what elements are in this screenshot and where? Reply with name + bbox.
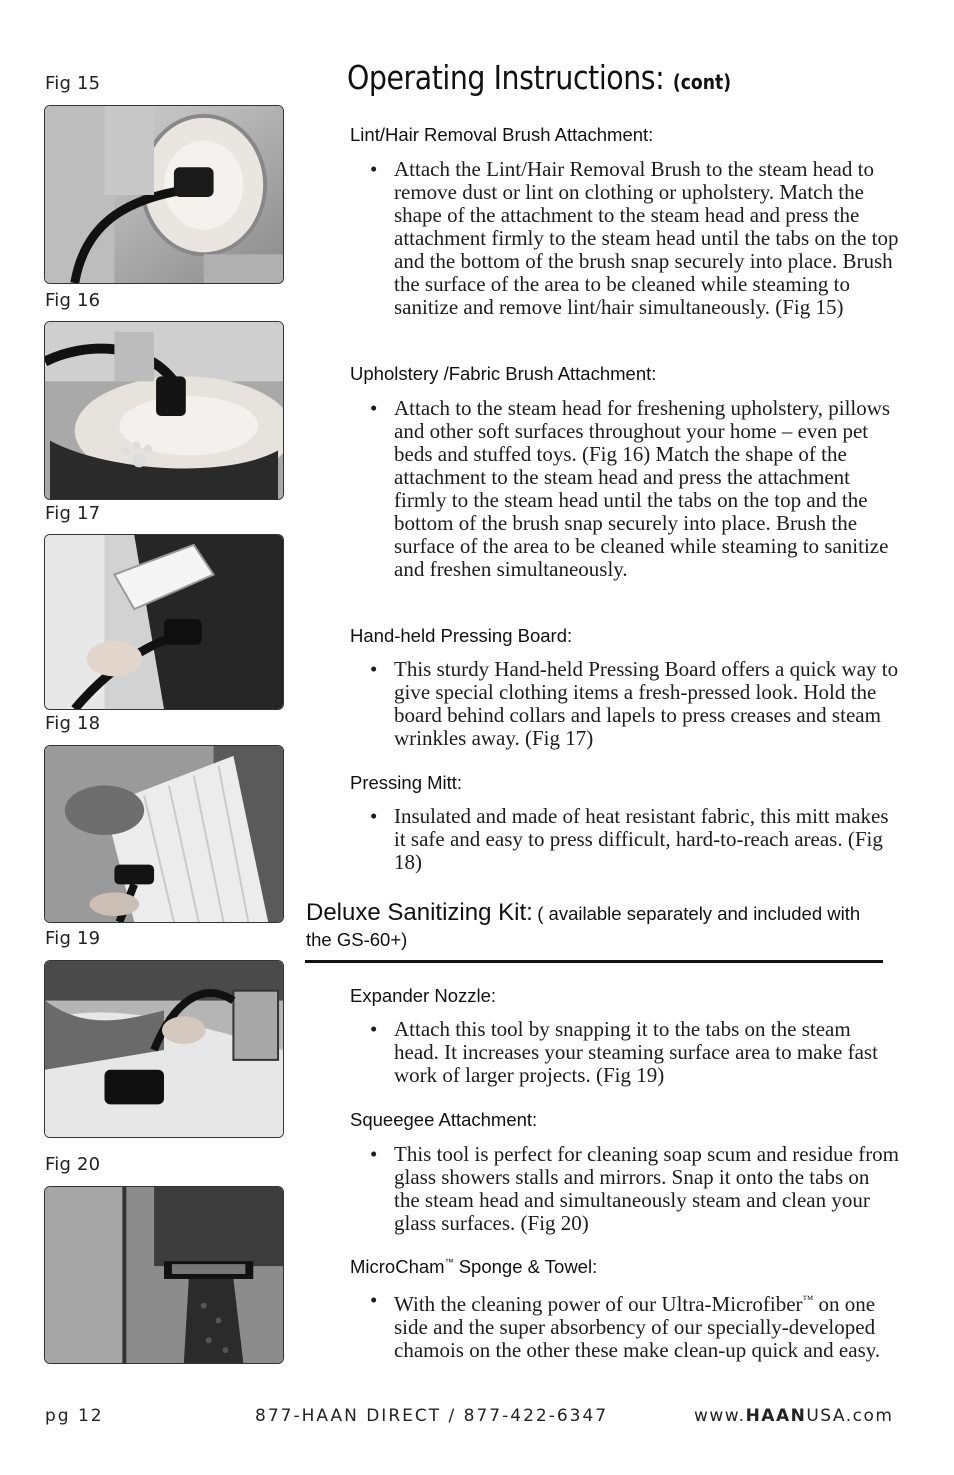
bullet-text	[394, 1289, 900, 1362]
bullet-text-part: With the cleaning power of our Ultra-Microfiber	[394, 1292, 803, 1316]
fig-15-photo	[44, 105, 284, 284]
section-heading-expander-nozzle: Expander Nozzle:	[350, 985, 497, 1006]
phone-number: 877-HAAN DIRECT / 877-422-6347	[255, 1406, 609, 1426]
fig-17-photo	[44, 534, 284, 710]
bullet-squeegee	[370, 1143, 900, 1235]
bullet-dot: •	[370, 1142, 378, 1166]
bullet-upholstery-brush	[370, 397, 900, 581]
bullet-dot: •	[370, 157, 378, 181]
fig-20-photo	[44, 1186, 284, 1364]
heading-text: MicroCham	[350, 1256, 445, 1277]
website-suffix: USA.com	[806, 1406, 894, 1426]
website-brand: HAAN	[745, 1406, 807, 1426]
fig-19-label: Fig 19	[45, 928, 101, 949]
bullet-dot: •	[370, 1288, 378, 1312]
section-heading-pressing-mitt: Pressing Mitt:	[350, 772, 463, 793]
title-suffix: (cont)	[672, 70, 732, 94]
title-main: Operating Instructions:	[347, 58, 665, 97]
bullet-text: This tool is perfect for cleaning soap scum and residue from glass showers stalls and mirrors. Snap it onto the tabs on the steam head and simultaneously steam and clean your glass surfaces. (Fig 20)	[394, 1142, 900, 1235]
section-heading-upholstery-brush: Upholstery /Fabric Brush Attachment:	[350, 363, 657, 384]
website-prefix: www.	[694, 1406, 746, 1426]
kit-heading	[306, 901, 886, 954]
fig-16-photo	[44, 321, 284, 500]
trademark: ™	[802, 1294, 814, 1306]
bullet-dot: •	[370, 657, 378, 681]
bullet-microcham	[370, 1289, 900, 1362]
fig-16-label: Fig 16	[45, 290, 101, 311]
section-heading-microcham	[350, 1256, 597, 1278]
fig-19-photo	[44, 960, 284, 1138]
website	[694, 1406, 893, 1426]
bullet-text: Insulated and made of heat resistant fabric, this mitt makes it safe and easy to press difficult, hard-to-reach areas. (Fig 18)	[394, 804, 889, 874]
bullet-pressing-mitt	[370, 805, 900, 874]
fig-18-photo	[44, 745, 284, 923]
trademark: ™	[444, 1257, 454, 1267]
bullet-dot: •	[370, 1017, 378, 1041]
bullet-pressing-board	[370, 658, 900, 750]
bullet-text: Attach the Lint/Hair Removal Brush to the steam head to remove dust or lint on clothing or upholstery. Match the shape of the attachment to the steam head and press the attachment firmly to the steam head until the tabs on the top and the bottom of the brush snap securely into place. Brush the surface of the area to be cleaned while steaming to sanitize and remove lint/hair simultaneously. (Fig 15)	[394, 157, 899, 319]
bullet-dot: •	[370, 396, 378, 420]
fig-15-label: Fig 15	[45, 73, 101, 94]
page-number: pg 12	[45, 1406, 104, 1426]
kit-note: ( available separately and included with the GS-60+)	[306, 903, 861, 950]
heading-text: Sponge & Towel:	[453, 1256, 598, 1277]
section-heading-lint-brush: Lint/Hair Removal Brush Attachment:	[350, 124, 654, 145]
section-heading-squeegee: Squeegee Attachment:	[350, 1109, 538, 1130]
fig-17-label: Fig 17	[45, 503, 101, 524]
fig-20-label: Fig 20	[45, 1154, 101, 1175]
bullet-text: This sturdy Hand-held Pressing Board offers a quick way to give special clothing items a fresh-pressed look. Hold the board behind collars and lapels to press creases and steam wrinkles away. (Fig 17)	[394, 657, 899, 750]
bullet-dot: •	[370, 804, 378, 828]
bullet-expander-nozzle	[370, 1018, 900, 1087]
bullet-text-part: on one side and the super absorbency of our specially-developed chamois on the other these make clean-up quick and easy.	[394, 1292, 881, 1362]
bullet-lint-brush	[370, 158, 900, 319]
kit-title: Deluxe Sanitizing Kit:	[306, 899, 533, 926]
fig-18-label: Fig 18	[45, 713, 101, 734]
bullet-text: Attach to the steam head for freshening upholstery, pillows and other soft surfaces throughout your home – even pet beds and stuffed toys. (Fig 16) Match the shape of the attachment to the steam head and press the attachment firmly to the steam head until the tabs on the top and the bottom of the brush snap securely into place. Brush the surface of the area to be cleaned while steaming to sanitize and freshen simultaneously.	[394, 396, 891, 581]
page-title	[347, 58, 731, 97]
section-heading-pressing-board: Hand-held Pressing Board:	[350, 625, 573, 646]
bullet-text: Attach this tool by snapping it to the tabs on the steam head. It increases your steaming surface area to make fast work of larger projects. (Fig 19)	[394, 1017, 878, 1087]
kit-divider	[305, 960, 883, 963]
